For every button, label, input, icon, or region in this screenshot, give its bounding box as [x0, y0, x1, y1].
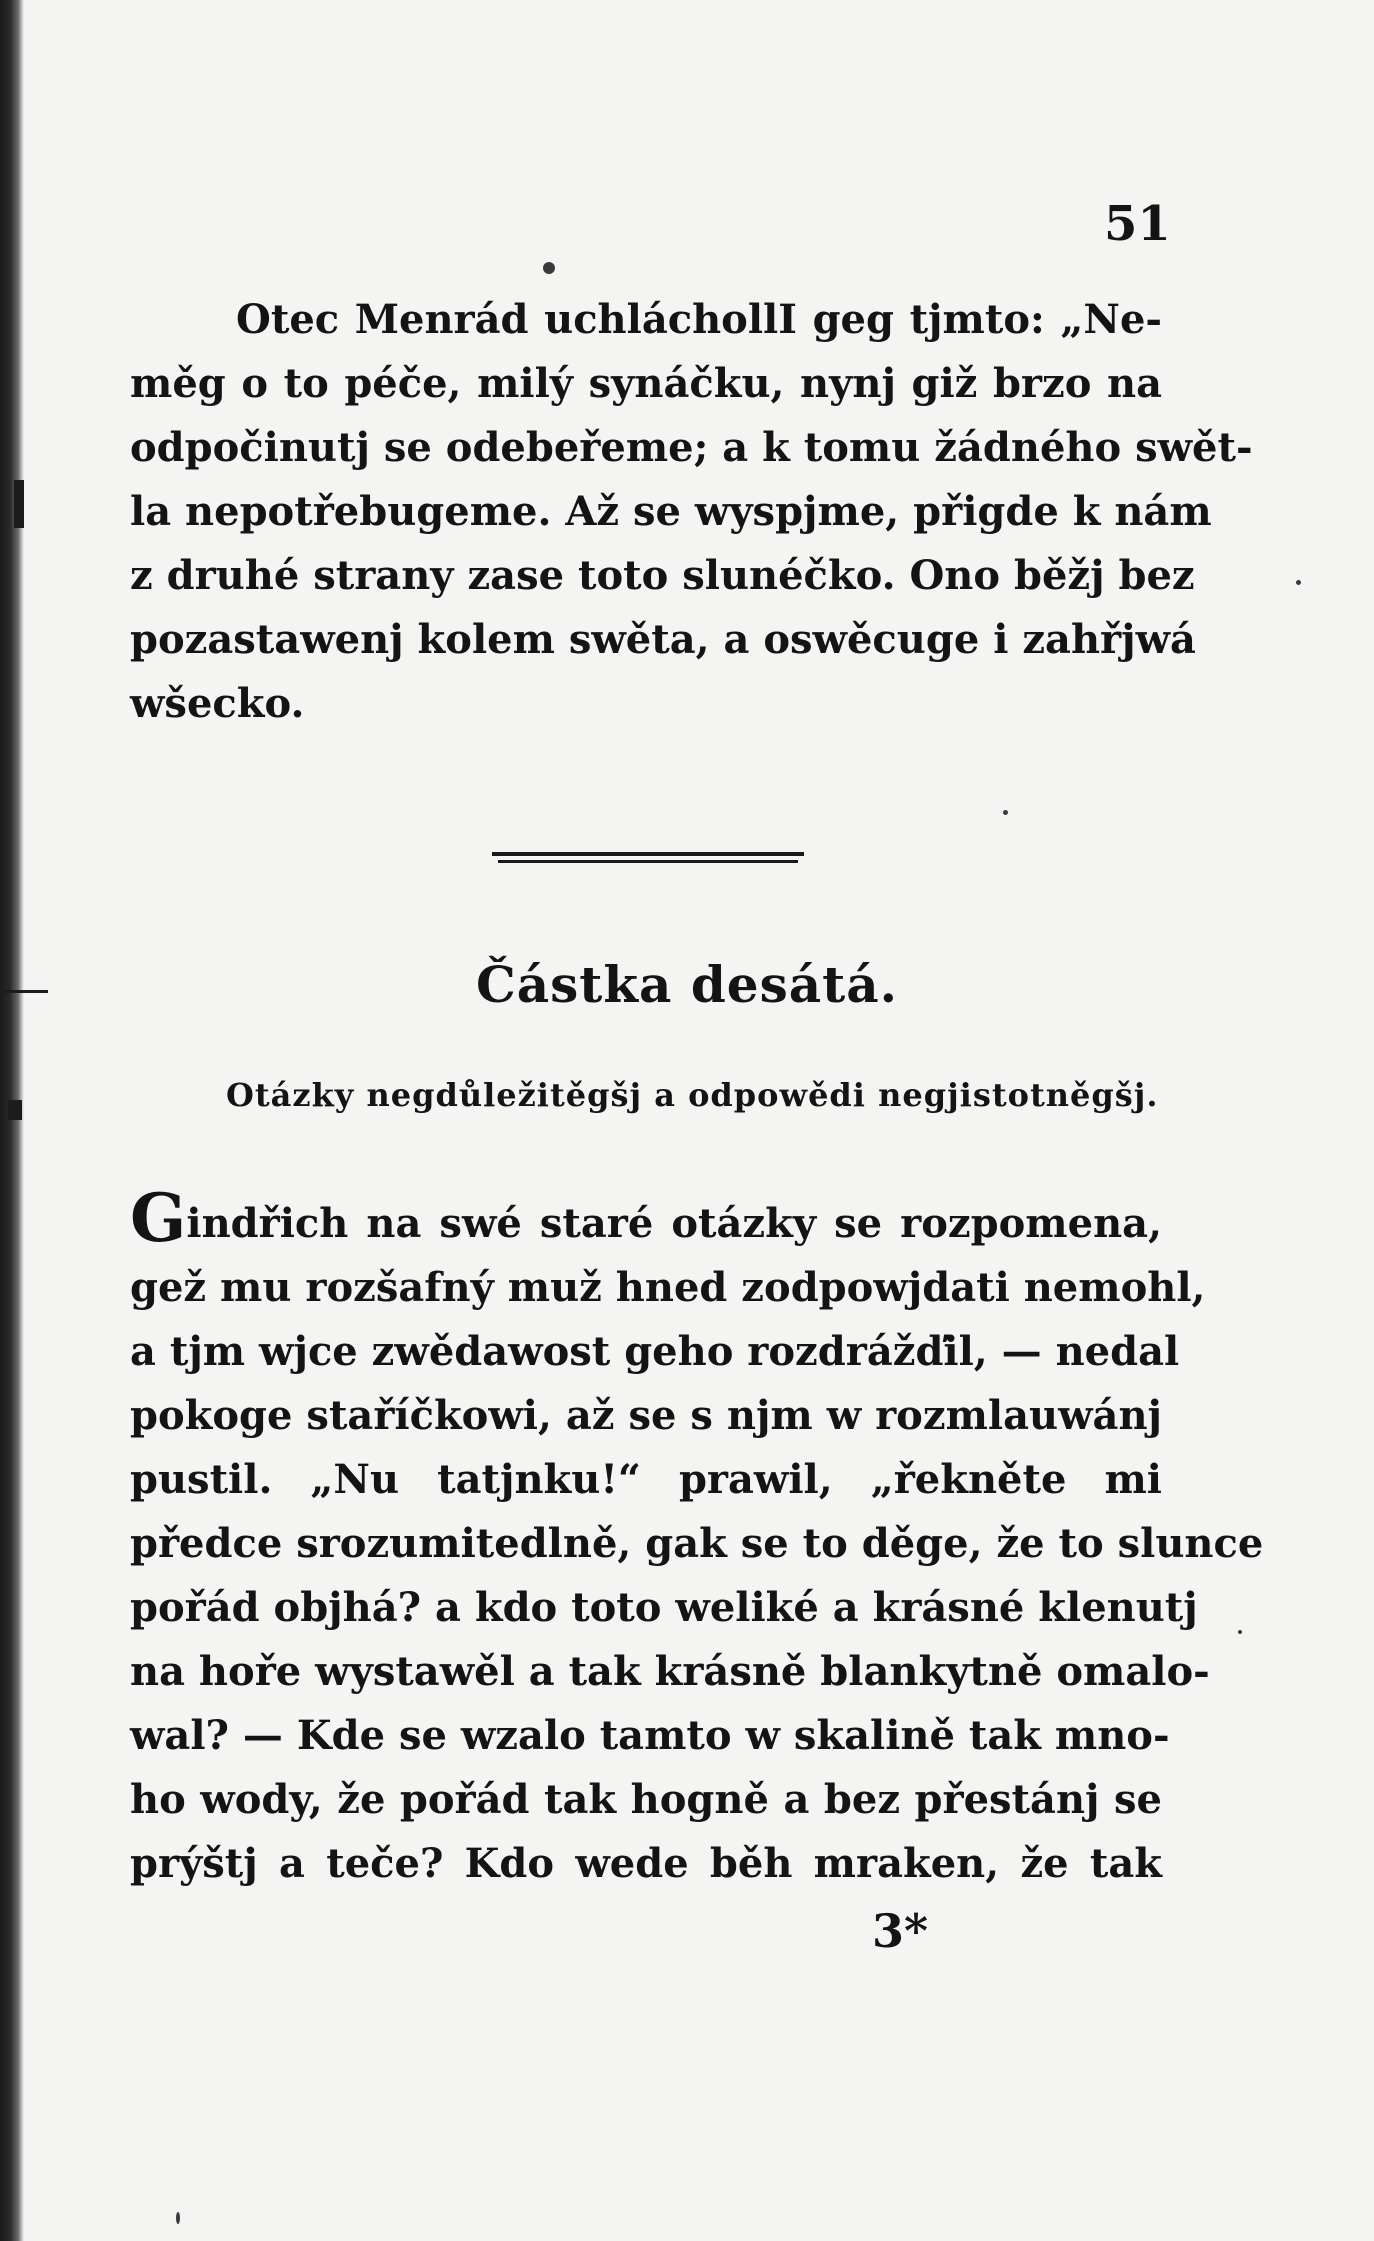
divider-rule [498, 860, 798, 863]
paper-speck [1238, 1630, 1242, 1634]
drop-cap: G [130, 1179, 187, 1257]
signature-mark: 3* [872, 1904, 929, 1958]
page-number: 51 [1104, 196, 1171, 252]
text-line: na hoře wystawěl a tak krásně blankytně omalo- [130, 1648, 1210, 1695]
paragraph [130, 288, 1253, 736]
section-divider [492, 852, 804, 866]
paper-speck [543, 262, 555, 274]
text-line: pustil. „Nu tatjnku!“ prawil, „řekněte mi [130, 1456, 1162, 1503]
binding-edge [0, 0, 24, 2241]
text-line: pořád objhá? a kdo toto weliké a krásné klenutj [130, 1584, 1198, 1631]
text-line: ho wody, že pořád tak hogně a bez přestánj se [130, 1776, 1162, 1823]
paper-speck [1296, 580, 1301, 585]
text-line: měg o to péče, milý synáčku, nynj giž brzo na [130, 360, 1162, 407]
text-line: wšecko. [130, 680, 305, 727]
text-line: wal? — Kde se wzalo tamto w skalině tak mno- [130, 1712, 1170, 1759]
text-line: gež mu rozšafný muž hned zodpowjdati nemohl, [130, 1264, 1206, 1311]
chapter-subtitle: Otázky negdůležitěgšj a odpowědi negjistotněgšj. [226, 1076, 1159, 1114]
binding-mark [8, 1100, 22, 1120]
paper-speck [176, 2212, 180, 2224]
binding-mark [14, 480, 24, 528]
text-line-rest: indřich na swé staré otázky se rozpomena, [186, 1200, 1162, 1247]
text-line [130, 1179, 1162, 1257]
text-line: odpočinutj se odebeřeme; a k tomu žádného swět- [130, 424, 1253, 471]
text-line: la nepotřebugeme. Až se wyspjme, přigde k nám [130, 488, 1212, 535]
divider-rule [492, 852, 804, 856]
text-line: Otec Menrád uchláchollI geg tjmto: „Ne- [236, 296, 1162, 343]
text-line: prýštj a teče? Kdo wede běh mraken, že tak [130, 1840, 1162, 1887]
text-line: z druhé strany zase toto slunéčko. Ono běžj bez [130, 552, 1195, 599]
text-line: a tjm wjce zwědawost geho rozdrážďil, — nedal [130, 1328, 1180, 1375]
paper-speck [1003, 810, 1008, 815]
paragraph [130, 1179, 1264, 1896]
text-line: pozastawenj kolem swěta, a oswěcuge i zahřjwá [130, 616, 1196, 663]
chapter-title: Částka desátá. [475, 955, 899, 1014]
text-line: předce srozumitedlně, gak se to děge, že to slunce [130, 1520, 1264, 1567]
text-line: pokoge staříčkowi, až se s njm w rozmlauwánj [130, 1392, 1162, 1439]
